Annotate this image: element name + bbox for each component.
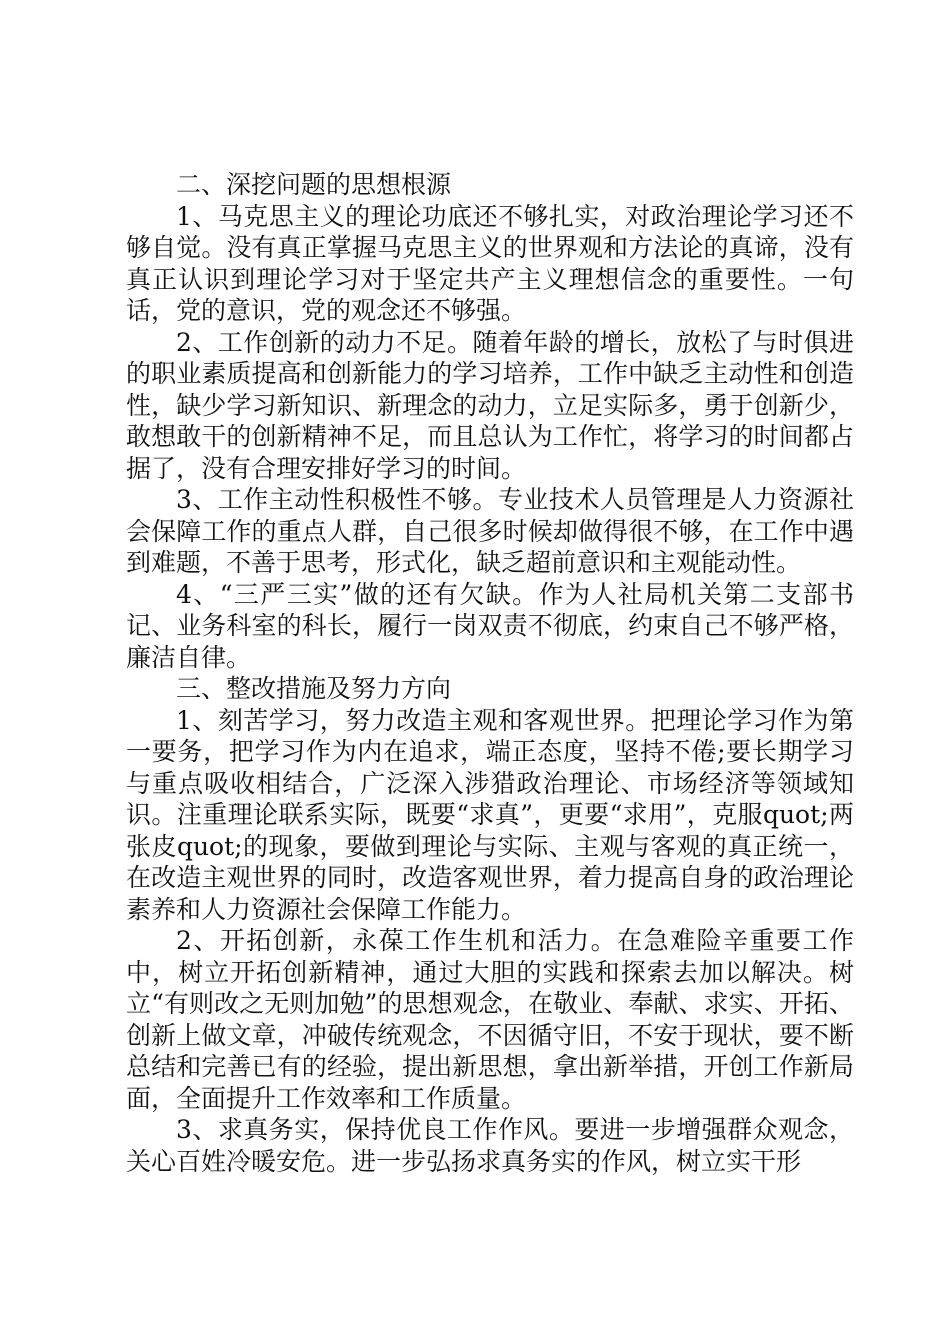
- section-heading-2: 二、深挖问题的思想根源: [176, 170, 452, 199]
- paragraph-measure-1: 1、刻苦学习，努力改造主观和客观世界。把理论学习作为第一要务，把学习作为内在追求，端正态度，坚持不倦;要长期学习与重点吸收相结合，广泛深入涉猎政治理论、市场经济等领域知识。注重理论联系实际，既要“求真”，更要“求用”，克服quot;两张皮quot;的现象，要做到理论与实际、主观与客观的真正统一，在改造主观世界的同时，改造客观世界，着力提高自身的政治理论素养和人力资源社会保障工作能力。: [126, 705, 854, 924]
- paragraph-root-cause-2: 2、工作创新的动力不足。随着年龄的增长，放松了与时俱进的职业素质提高和创新能力的学习培养，工作中缺乏主动性和创造性，缺少学习新知识、新理念的动力，立足实际多，勇于创新少，敢想敢干的创新精神不足，而且总认为工作忙，将学习的时间都占据了，没有合理安排好学习的时间。: [126, 327, 854, 483]
- section-heading-3: 三、整改措施及努力方向: [176, 674, 452, 703]
- paragraph-root-cause-4: 4、“三严三实”做的还有欠缺。作为人社局机关第二支部书记、业务科室的科长，履行一岗双责不彻底，约束自己不够严格，廉洁自律。: [126, 579, 854, 672]
- paragraph-measure-3: 3、求真务实，保持优良工作作风。要进一步增强群众观念，关心百姓冷暖安危。进一步弘扬求真务实的作风，树立实干形: [126, 1115, 854, 1176]
- paragraph-measure-2: 2、开拓创新，永葆工作生机和活力。在急难险辛重要工作中，树立开拓创新精神，通过大胆的实践和探索去加以解决。树立“有则改之无则加勉”的思想观念，在敬业、奉献、求实、开拓、创新上做文章，冲破传统观念，不因循守旧，不安于现状，要不断总结和完善已有的经验，提出新思想，拿出新举措，开创工作新局面，全面提升工作效率和工作质量。: [126, 926, 854, 1113]
- document-body: [126, 169, 854, 1177]
- paragraph-root-cause-3: 3、工作主动性积极性不够。专业技术人员管理是人力资源社会保障工作的重点人群，自己很多时候却做得很不够，在工作中遇到难题，不善于思考，形式化，缺乏超前意识和主观能动性。: [126, 485, 854, 577]
- paragraph-root-cause-1: 1、马克思主义的理论功底还不够扎实，对政治理论学习还不够自觉。没有真正掌握马克思主义的世界观和方法论的真谛，没有真正认识到理论学习对于坚定共产主义理想信念的重要性。一句话，党的意识，党的观念还不够强。: [126, 201, 854, 325]
